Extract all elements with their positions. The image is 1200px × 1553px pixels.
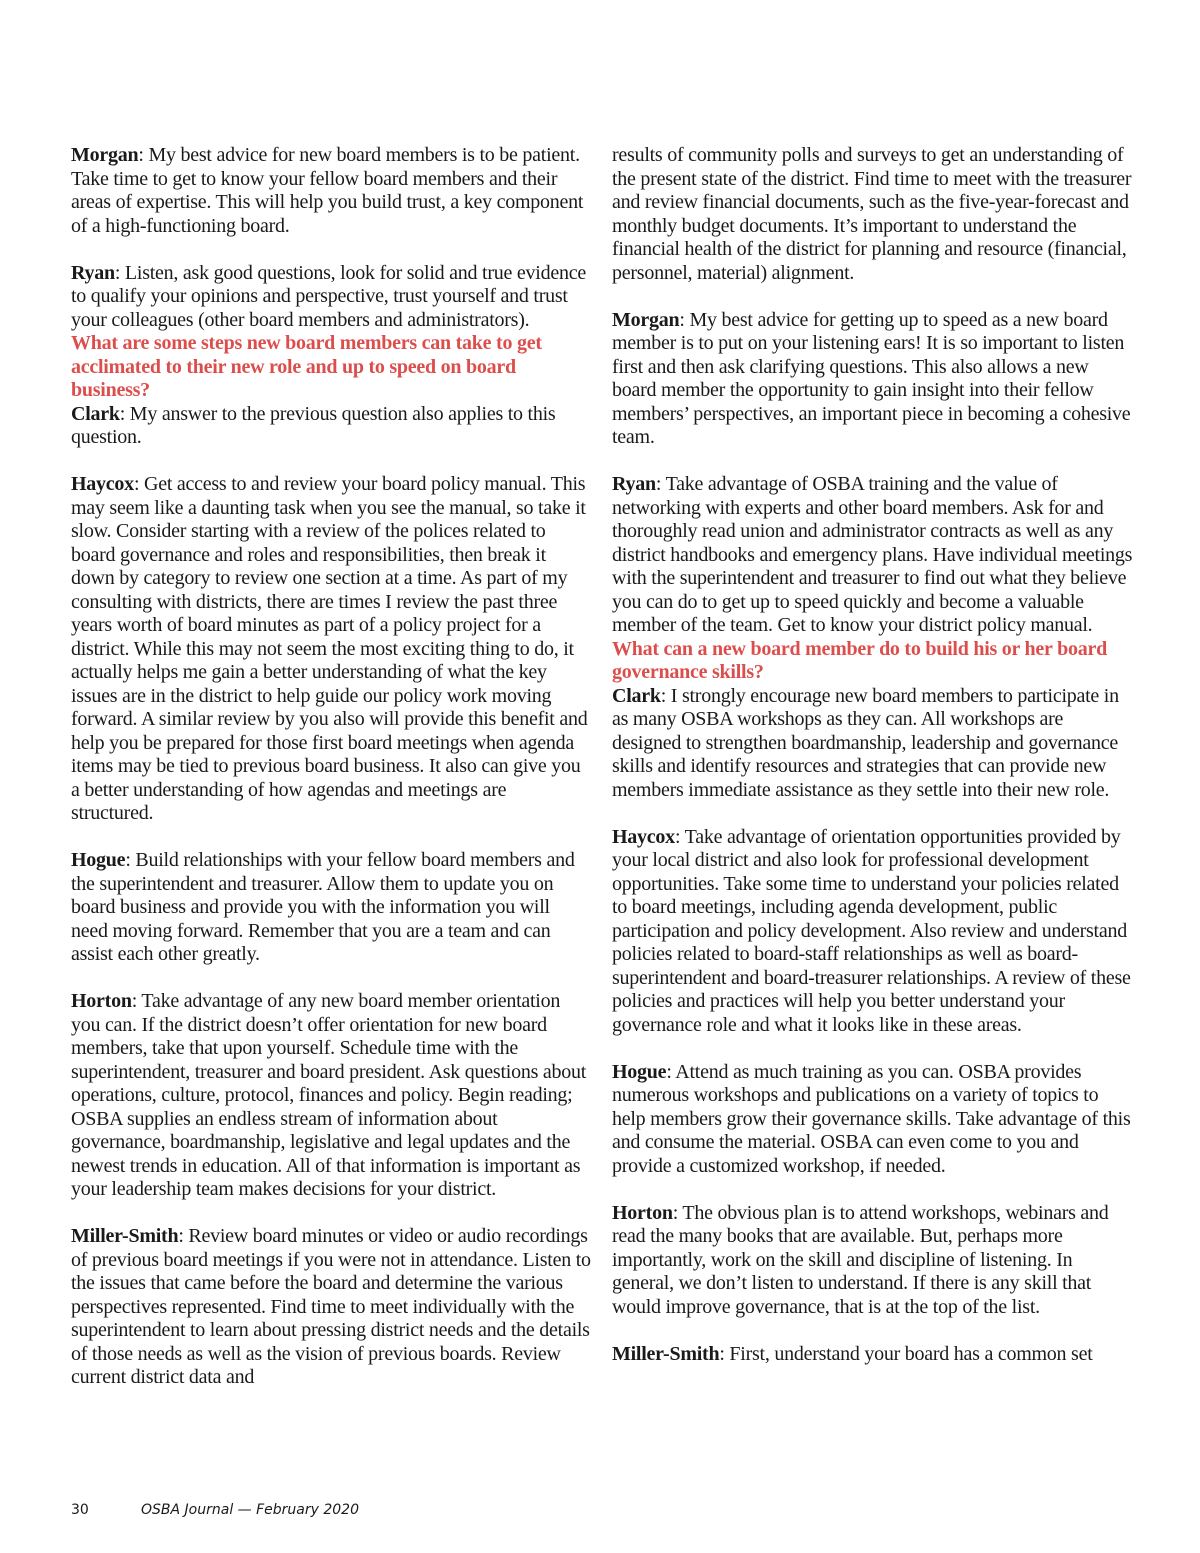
speaker-name: Clark <box>612 684 661 707</box>
speaker-name: Hogue <box>71 849 126 871</box>
answer-morgan <box>71 144 591 238</box>
answer-text: : My best advice for new board members is to be patient. Take time to get to know your fellow board members and their areas of expertise. This will help you build trust, a key component of a high-functioning board. <box>71 144 584 237</box>
answer-text: : Attend as much training as you can. OSBA provides numerous workshops and publications on a variety of topics to help members grow their governance skills. Take advantage of this and consume the material. OSBA can even come to you and provide a customized workshop, if needed. <box>612 1060 1131 1177</box>
continuation-text: results of community polls and surveys to get an understanding of the present state of the district. Find time to meet with the treasurer and review financial documents, such as the five-year-forecast and monthly budget documents. It’s important to understand the financial health of the district for planning and resource (financial, personnel, material) alignment. <box>612 144 1132 284</box>
answer-miller-smith <box>71 1225 591 1390</box>
answer-horton <box>71 990 591 1202</box>
answer-hogue <box>71 849 591 967</box>
page-number: 30 <box>71 1502 89 1518</box>
answer-text: : Take advantage of OSBA training and the value of networking with experts and other board members. Ask for and thoroughly read union and administrator contracts as well as any district handbooks and emergency plans. Have individual meetings with the superintendent and treasurer to find out what they believe you can do to get up to speed quickly and become a valuable member of the team. Get to know your district policy manual. <box>612 473 1133 636</box>
answer-miller-smith <box>612 1343 1134 1367</box>
speaker-name: Ryan <box>612 473 656 495</box>
answer-horton <box>612 1202 1134 1320</box>
answer-haycox <box>612 826 1134 1038</box>
speaker-name: Miller-Smith <box>71 1225 179 1247</box>
answer-clark <box>612 685 1134 803</box>
speaker-name: Horton <box>612 1201 673 1224</box>
answer-clark <box>71 403 591 450</box>
answer-text: : My best advice for getting up to speed as a new board member is to put on your listening ears! It is so important to listen first and then ask clarifying questions. This also allows a new board member the opportunity to gain insight into their fellow members’ perspectives, an important piece in becoming a cohesive team. <box>612 308 1131 448</box>
speaker-name: Horton <box>71 990 132 1012</box>
speaker-name: Clark <box>71 402 120 425</box>
answer-text: : Take advantage of orientation opportunities provided by your local district and also look for professional development opportunities. Take some time to understand your policies related to board meetings, including agenda development, public participation and policy development. Also review and understand policies related to board-staff relationships as well as board-superintendent and board-treasurer relationships. A review of these policies and practices will help you better understand your governance role and what it looks like in these areas. <box>612 825 1131 1036</box>
page-footer <box>71 1502 359 1518</box>
answer-text: : Build relationships with your fellow board members and the superintendent and treasurer. Allow them to update you on board business and provide you with the information you will need moving forward. Remember that you are a team and can assist each other greatly. <box>71 849 575 965</box>
speaker-name: Morgan <box>71 144 139 166</box>
answer-haycox <box>71 473 591 826</box>
speaker-name: Haycox <box>612 825 675 848</box>
answer-text: : Get access to and review your board policy manual. This may seem like a daunting task when you see the manual, so take it slow. Consider starting with a review of the polices related to board governance and roles and responsibilities, then break it down by category to review one section at a time. As part of my consulting with districts, there are times I review the past three years worth of board minutes as part of a policy project for a district. While this may not seem the most exciting thing to do, it actually helps me gain a better understanding of what the key issues are in the district to help guide our policy work moving forward. A similar review by you also will provide this benefit and help you be prepared for those first board meetings when agenda items may be tied to previous board business. It also can give you a better understanding of how agendas and meetings are structured. <box>71 473 588 824</box>
answer-ryan <box>612 473 1134 638</box>
answer-text: : Listen, ask good questions, look for solid and true evidence to qualify your opinions and perspective, trust yourself and trust your colleagues (other board members and administrators). <box>71 261 586 331</box>
answer-text: : Review board minutes or video or audio recordings of previous board meetings if you were not in attendance. Listen to the issues that came before the board and determine the various perspectives represented. Find time to meet individually with the superintendent to learn about pressing district needs and the details of those needs as well as the vision of previous boards. Review current district data and <box>71 1225 591 1388</box>
answer-text: : I strongly encourage new board members to participate in as many OSBA workshops as they can. All workshops are designed to strengthen boardmanship, leadership and governance skills and identify resources and strategies that can provide new members immediate assistance as they settle into their new role. <box>612 684 1119 801</box>
publication-title: OSBA Journal — February 2020 <box>141 1502 359 1518</box>
answer-ryan <box>71 262 591 333</box>
speaker-name: Morgan <box>612 308 680 331</box>
answer-text: : First, understand your board has a common set <box>719 1342 1093 1365</box>
answer-hogue <box>612 1061 1134 1179</box>
answer-morgan <box>612 309 1134 450</box>
answer-text: : My answer to the previous question also applies to this question. <box>71 402 556 448</box>
question-heading: What can a new board member do to build his or her board governance skills? <box>612 637 1107 683</box>
speaker-name: Hogue <box>612 1060 667 1083</box>
left-column <box>71 144 591 1390</box>
speaker-name: Haycox <box>71 473 134 495</box>
speaker-name: Miller-Smith <box>612 1342 720 1365</box>
answer-text: : Take advantage of any new board member orientation you can. If the district doesn’t offer orientation for new board members, take that upon yourself. Schedule time with the superintendent, treasurer and board president. Ask questions about operations, culture, protocol, finances and policy. Begin reading; OSBA supplies an endless stream of information about governance, boardmanship, legislative and legal updates and the newest trends in education. All of that information is important as your leadership team makes decisions for your district. <box>71 990 587 1200</box>
speaker-name: Ryan <box>71 261 115 284</box>
right-column <box>612 144 1134 1366</box>
answer-text: : The obvious plan is to attend workshops, webinars and read the many books that are available. But, perhaps more importantly, work on the skill and discipline of listening. In general, we don’t listen to understand. If there is any skill that would improve governance, that is at the top of the list. <box>612 1201 1109 1318</box>
question-heading: What are some steps new board members can take to get acclimated to their new role and up to speed on board business? <box>71 332 542 401</box>
